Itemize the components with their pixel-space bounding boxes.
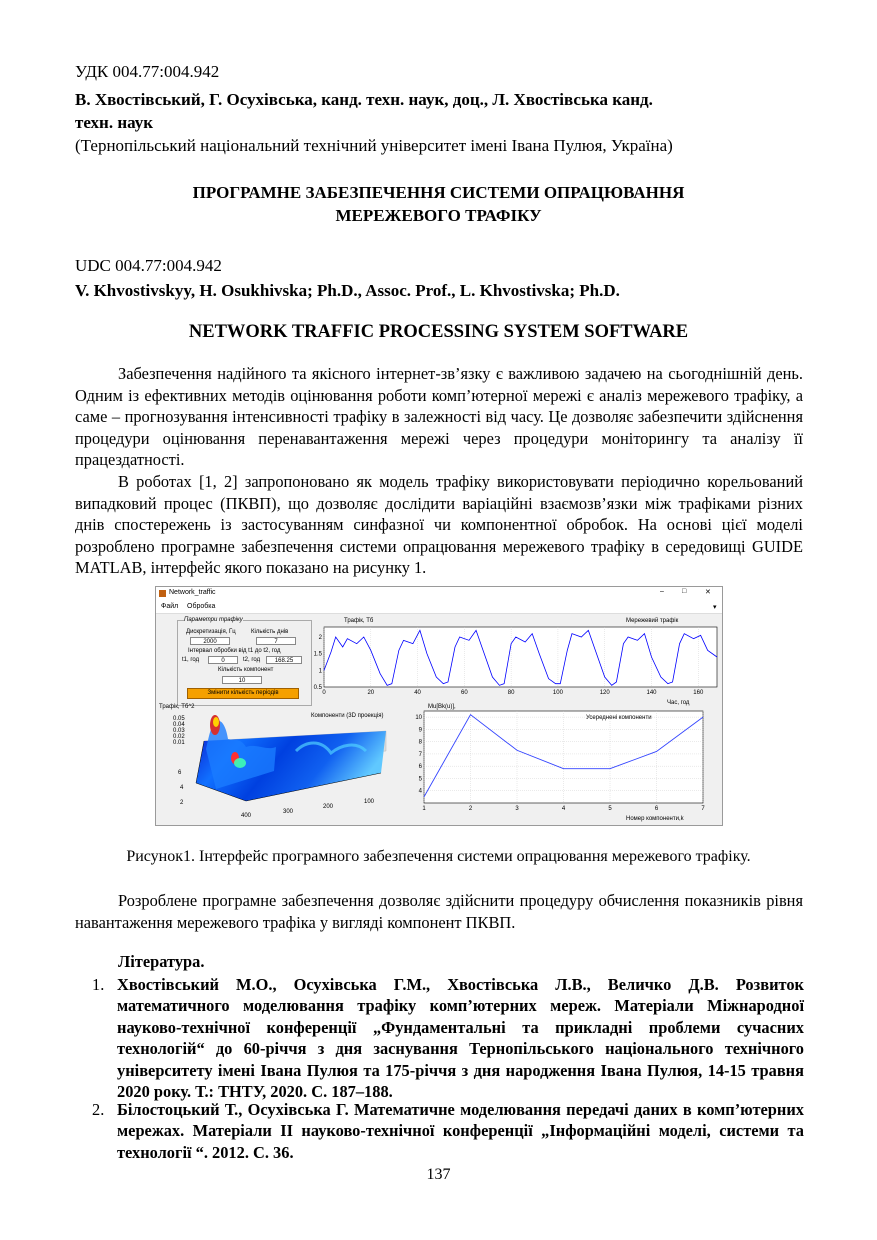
plot2-xtick: 300 xyxy=(283,809,294,815)
params-panel xyxy=(177,617,312,706)
matlab-icon xyxy=(159,590,166,597)
plot2-ytick: 4 xyxy=(180,785,184,791)
minimize-button[interactable]: – xyxy=(660,588,664,595)
plot1-xtick: 120 xyxy=(599,690,610,696)
plot2-ztick: 0.01 xyxy=(173,740,185,746)
menu-arrow-icon[interactable]: ▾ xyxy=(713,604,717,611)
days-label: Кількість днів xyxy=(251,629,289,635)
paragraph-3: Розроблене програмне забезпечення дозволяє здійснити процедуру обчислення показників рівня навантаження мережевого трафіка у вигляді компонент ПКВП. xyxy=(75,891,803,932)
plot1-ytick: 1 xyxy=(318,668,322,675)
reference-2-number: 2. xyxy=(92,1100,105,1119)
reference-1-text: Хвостівський М.О., Осухівська Г.М., Хвостівська Л.В., Величко Д.В. Розвиток математичного моделювання трафіку комп’ютерних мереж. Матеріали Міжнародної науково-технічної конференції „Фундаментальні та прикладні проблеми сучасних технологій“ до 60-річчя з дня заснування Тернопільського національного технічного університету імені Івана Пулюя та 175-річчя з дня народження Івана Пулюя, 14-15 травня 2020 року. Т.: ТНТУ, 2020. С. 187–188. xyxy=(117,975,804,1102)
plot2-ztick: 0.03 xyxy=(173,728,185,734)
reference-2 xyxy=(92,1099,804,1163)
plot2-ytick: 2 xyxy=(180,800,184,806)
components-input[interactable]: 10 xyxy=(222,676,262,684)
paragraph-2: В роботах [1, 2] запропоновано як модель трафіку використовувати періодично корельований випадковий процес (ПКВП), що дозволяє дослідити варіаційні взаємозв’язки між трафіками різних днів спостережень із застосуванням синфазної чи компонентної обробок. На основі цієї моделі розроблено програмне забезпечення системи опрацювання мережевого трафіку в середовищі GUIDE MATLAB, інтерфейс якого показано на рисунку 1. xyxy=(75,472,803,578)
plot1-xtick: 80 xyxy=(507,690,515,696)
plot3-ytick: 5 xyxy=(418,776,422,783)
plot3-ytick: 4 xyxy=(418,788,422,795)
components-label: Кількість компонент xyxy=(218,667,274,673)
t1-label: t1, год xyxy=(182,657,200,663)
surface-peak-3 xyxy=(234,758,246,768)
menu-file[interactable]: Файл xyxy=(161,603,179,610)
window-title: Network_traffic xyxy=(169,589,216,596)
literature-heading: Література. xyxy=(118,952,205,971)
authors-ua-line1: В. Хвостівський, Г. Осухівська, канд. техн. наук, доц., Л. Хвостівська канд. xyxy=(75,90,653,109)
plot3-ytick: 6 xyxy=(418,764,422,771)
days-input[interactable]: 7 xyxy=(256,637,296,645)
plot1-legend: Мережевий трафік xyxy=(626,618,679,624)
plot1-xtick: 160 xyxy=(693,690,704,696)
sampling-input[interactable]: 2000 xyxy=(190,637,230,645)
close-button[interactable]: ✕ xyxy=(705,589,711,596)
traffic-chart xyxy=(311,625,721,705)
plot1-ytick: 0.5 xyxy=(313,685,322,691)
plot3-xtick: 5 xyxy=(608,806,612,812)
plot1-xtick: 100 xyxy=(552,690,563,696)
plot1-xtick: 60 xyxy=(461,690,468,696)
menu-process[interactable]: Обробка xyxy=(187,603,216,610)
udc-en: UDC 004.77:004.942 xyxy=(75,256,222,275)
surface-peak-yellow xyxy=(213,717,219,727)
plot2-ztick: 0.04 xyxy=(173,722,185,728)
plot3-ytick: 10 xyxy=(415,715,422,722)
menu-bar xyxy=(156,601,722,614)
app-window xyxy=(155,586,723,826)
plot2-legend: Компоненти (3D проекція) xyxy=(311,713,384,719)
paragraph-1: Забезпечення надійного та якісного інтернет-зв’язку є важливою задачею на сьогоднішній день. Одним із ефективних методів оцінювання роботи комп’ютерної мережі є аналіз мережевого трафіку, а саме – прогнозування інтенсивності трафіку в залежності від часу. Це дозволяє забезпечити здійснення процедури оцінювання перенавантаження мережі через процедури моніторингу та аналізу її працездатності. xyxy=(75,364,803,470)
plot2-xtick: 400 xyxy=(241,813,252,819)
title-bar xyxy=(156,587,722,601)
title-en: NETWORK TRAFFIC PROCESSING SYSTEM SOFTWARE xyxy=(188,322,689,342)
change-periods-button[interactable]: Змінити кількість періодів xyxy=(187,688,299,699)
plot1-xtick: 40 xyxy=(414,690,421,696)
interval-label: Інтервал обробки від t1 до t2, год xyxy=(188,648,281,654)
plot3-xtick: 4 xyxy=(561,806,566,812)
affiliation-ua: (Тернопільський національний технічний університет імені Івана Пулюя, Україна) xyxy=(75,136,673,155)
components-chart xyxy=(411,709,721,815)
surface-3d-chart xyxy=(156,711,411,823)
plot2-title: Трафік, Тб^2 xyxy=(159,704,195,710)
plot1-title: Трафік, Тб xyxy=(344,618,374,624)
reference-1-number: 1. xyxy=(92,975,105,994)
plot2-xtick: 100 xyxy=(364,799,375,805)
plot1-ytick: 1.5 xyxy=(313,651,322,658)
plot1-ytick: 2 xyxy=(318,635,322,641)
page-number: 137 xyxy=(426,1166,451,1183)
figure-caption: Рисунок1. Інтерфейс програмного забезпечення системи опрацювання мережевого трафіку. xyxy=(126,848,751,865)
t1-input[interactable]: 0 xyxy=(208,656,238,664)
reference-1 xyxy=(92,974,804,1102)
plot3-xtick: 2 xyxy=(468,806,473,812)
authors-ua-line2: техн. наук xyxy=(75,113,154,132)
maximize-button[interactable]: □ xyxy=(682,588,687,595)
plot3-xtick: 6 xyxy=(654,806,659,812)
plot2-xtick: 200 xyxy=(323,804,334,810)
plot3-ytick: 8 xyxy=(418,739,422,746)
plot1-xtick: 20 xyxy=(367,690,375,696)
plot2-ytick: 6 xyxy=(178,770,182,776)
title-ua-line1: ПРОГРАМНЕ ЗАБЕЗПЕЧЕННЯ СИСТЕМИ ОПРАЦЮВАННЯ xyxy=(192,183,685,202)
authors-en: V. Khvostivskyy, H. Osukhivska; Ph.D., Assoc. Prof., L. Khvostivska; Ph.D. xyxy=(75,281,620,300)
plot1-xlabel: Час, год xyxy=(667,700,690,706)
t2-input[interactable]: 168.25 xyxy=(266,656,302,664)
plot3-title: Mu[Bk(u)], xyxy=(428,704,456,710)
sampling-label: Дискретизація, Гц xyxy=(186,629,236,635)
params-title: Параметри трафіку xyxy=(184,617,243,623)
plot2-ztick: 0.02 xyxy=(173,734,185,740)
plot3-xtick: 3 xyxy=(515,806,519,812)
udc-ua: УДК 004.77:004.942 xyxy=(75,62,220,81)
t2-label: t2, год xyxy=(243,657,261,663)
plot3-ytick: 9 xyxy=(418,727,422,734)
plot3-xlabel: Номер компоненти,k xyxy=(626,816,684,822)
plot3-xtick: 1 xyxy=(422,806,426,812)
plot1-xtick: 0 xyxy=(322,690,326,696)
plot3-legend: Усереднені компоненти xyxy=(586,715,652,721)
plot2-ztick: 0.05 xyxy=(173,716,185,722)
plot3-ytick: 7 xyxy=(418,751,422,758)
title-ua-line2: МЕРЕЖЕВОГО ТРАФІКУ xyxy=(335,206,542,225)
plot3-xtick: 7 xyxy=(701,806,705,812)
plot1-xtick: 140 xyxy=(646,690,657,696)
reference-2-text: Білостоцький Т., Осухівська Г. Математичне моделювання передачі даних в комп’ютерних мережах. Матеріали ІІ науково-технічної конференції „Інформаційні моделі, системи та технології “. 2012. С. 36. xyxy=(117,1100,804,1162)
